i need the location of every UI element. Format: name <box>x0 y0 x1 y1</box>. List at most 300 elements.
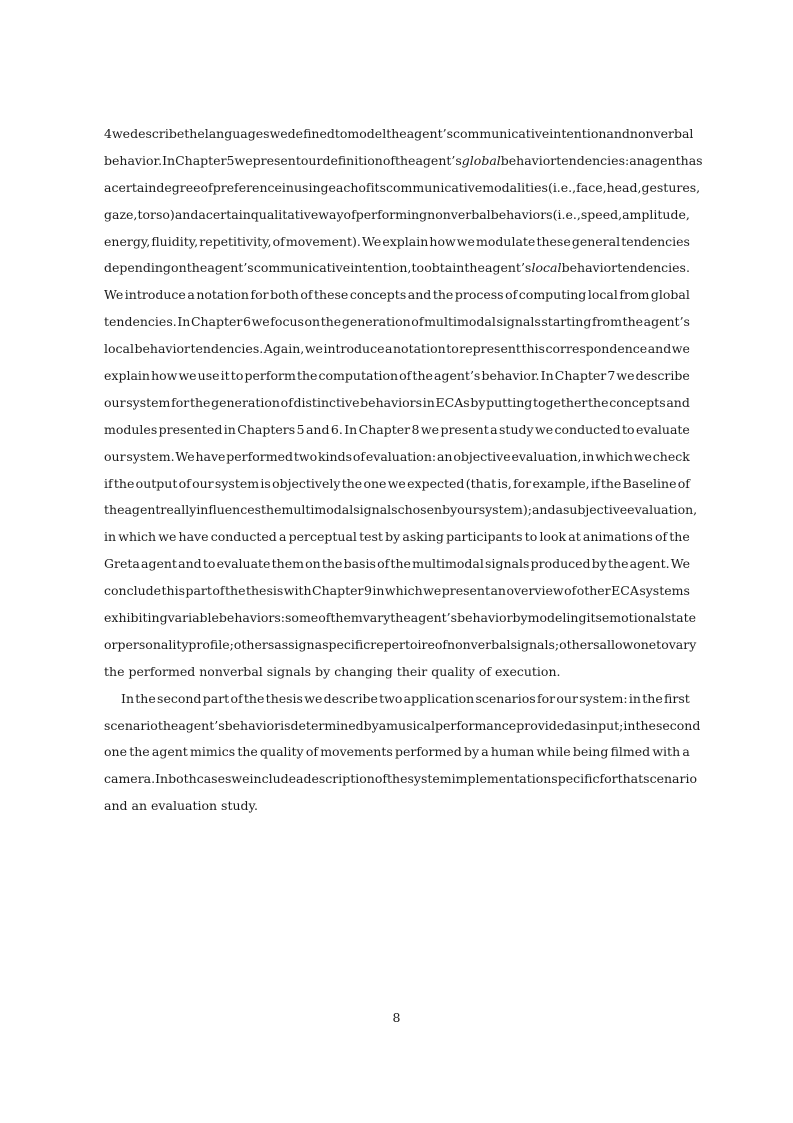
word: a <box>278 529 287 545</box>
word: in <box>281 179 294 195</box>
word: other <box>576 583 611 599</box>
word: notation <box>393 341 446 357</box>
word: a <box>104 179 112 195</box>
word: multimodal <box>412 556 484 572</box>
word: multimodal <box>424 314 496 330</box>
word: our <box>104 448 126 464</box>
text-line <box>104 336 690 363</box>
word: we <box>111 126 131 141</box>
word: we <box>231 771 250 787</box>
word: on <box>305 556 321 572</box>
word: the <box>669 529 690 545</box>
word: is <box>280 717 291 733</box>
word: animations <box>582 529 653 545</box>
word: the <box>243 690 265 706</box>
word: of <box>505 287 518 303</box>
word: certain <box>205 206 251 222</box>
word: by <box>315 663 331 679</box>
word: behaviors <box>360 394 423 410</box>
paragraph <box>104 121 703 686</box>
word: first <box>664 690 690 706</box>
word: our <box>300 152 323 168</box>
word: by <box>470 394 486 410</box>
word: is, <box>497 475 512 491</box>
word: local <box>587 287 618 303</box>
word: depending <box>104 260 171 276</box>
word: to <box>524 529 538 545</box>
word: assign <box>274 636 315 652</box>
word: of <box>399 368 412 384</box>
text-line <box>104 766 697 793</box>
word: system <box>407 771 452 787</box>
word: In <box>344 421 358 437</box>
word: an <box>436 448 453 464</box>
word: We <box>670 556 690 572</box>
word: output <box>135 475 178 491</box>
word: the <box>394 152 416 168</box>
word: we <box>616 368 635 384</box>
word: by <box>442 502 458 518</box>
word: of <box>377 556 390 572</box>
word: Again, <box>263 341 305 357</box>
word: languages <box>204 126 270 141</box>
text-line <box>104 713 701 740</box>
word: agent <box>644 152 681 168</box>
word: by <box>385 529 401 545</box>
word: a <box>385 341 393 357</box>
word: Chapter <box>312 583 364 599</box>
word: behavior <box>134 341 190 357</box>
word: certain <box>111 179 157 195</box>
word: degree <box>156 179 201 195</box>
word: others <box>559 636 600 652</box>
word: in <box>104 529 117 545</box>
word: check <box>652 448 690 464</box>
word: the <box>341 475 363 491</box>
word: we <box>456 233 475 249</box>
text-line <box>104 309 690 336</box>
word: movements <box>320 744 393 760</box>
word: specific <box>551 771 600 787</box>
word: agent’s <box>643 314 690 330</box>
word: with <box>652 744 681 760</box>
word: vary <box>362 610 391 626</box>
word: our <box>556 690 578 706</box>
word: of <box>358 179 371 195</box>
word: part <box>185 583 212 599</box>
word: concepts <box>609 394 666 410</box>
word: in <box>582 448 595 464</box>
word: scenario <box>643 771 697 787</box>
word: by <box>363 717 379 733</box>
word: for <box>171 394 190 410</box>
word: state <box>664 610 697 626</box>
text-line <box>104 659 690 686</box>
word: of <box>374 771 388 787</box>
word: on <box>304 314 321 330</box>
word: the <box>104 502 125 518</box>
word: torso) <box>137 206 175 222</box>
word: tendencies <box>621 233 690 249</box>
word: 9 <box>363 583 372 599</box>
word: (that <box>465 475 497 491</box>
word: filmed <box>610 744 651 760</box>
word: we <box>304 341 323 357</box>
word: the <box>104 663 125 679</box>
word: that <box>617 771 644 787</box>
word: kinds <box>317 448 353 464</box>
word: systems <box>639 583 690 599</box>
word: human <box>490 744 535 760</box>
word: signals; <box>510 636 560 652</box>
word: we <box>269 126 288 141</box>
word: of <box>230 690 243 706</box>
word: perceptual <box>288 529 357 545</box>
word: defined <box>287 126 335 141</box>
text-line <box>104 551 690 578</box>
word: modalities <box>482 179 548 195</box>
word: changing <box>334 663 393 679</box>
word: which <box>595 448 633 464</box>
word: in <box>223 421 236 437</box>
word: others <box>233 636 275 652</box>
word: we <box>671 341 690 357</box>
word: describe <box>130 126 185 141</box>
paragraph <box>104 686 701 820</box>
word: we <box>420 421 440 437</box>
word: provided <box>516 717 573 733</box>
word: repetitivity, <box>199 233 272 249</box>
word: behavior. <box>104 152 163 168</box>
word: for <box>250 287 269 303</box>
word: together <box>532 394 588 410</box>
word: both <box>168 771 197 787</box>
word: of <box>280 394 293 410</box>
word: in <box>623 717 636 733</box>
word: (i.e., <box>552 206 581 222</box>
word: concepts <box>349 287 407 303</box>
word: the <box>225 583 246 599</box>
word: of <box>272 233 285 249</box>
word: two <box>379 690 403 706</box>
word: and <box>104 798 128 814</box>
word: the <box>622 314 644 330</box>
word: for <box>536 690 556 706</box>
word: of <box>677 475 690 491</box>
word: one <box>633 636 657 652</box>
word: agent’s <box>406 126 454 141</box>
word: how <box>151 368 178 384</box>
word: preference <box>212 179 282 195</box>
word: in <box>628 690 641 706</box>
word: system); <box>478 502 532 518</box>
word: the <box>113 475 135 491</box>
word: of <box>382 152 395 168</box>
word: agent’s <box>415 152 462 168</box>
word: which <box>384 583 423 599</box>
word: a <box>490 421 498 437</box>
word: a <box>296 771 304 787</box>
word: specific <box>322 636 371 652</box>
word: computing <box>518 287 587 303</box>
word: obtain <box>424 260 465 276</box>
word: We <box>362 233 382 249</box>
word: signals <box>485 556 530 572</box>
word: the <box>321 556 343 572</box>
word: signals <box>353 502 398 518</box>
word: to <box>622 421 635 437</box>
word: this <box>521 341 545 357</box>
word: cases <box>196 771 232 787</box>
word: to <box>656 636 669 652</box>
word: intention <box>549 126 607 141</box>
word: introduce <box>124 287 186 303</box>
word: asking <box>402 529 444 545</box>
word: one <box>363 475 387 491</box>
word: (i.e., <box>547 179 577 195</box>
word: we <box>158 529 177 545</box>
word: of <box>343 206 356 222</box>
word: present <box>441 583 491 599</box>
word: we <box>304 690 323 706</box>
word: mimics <box>190 744 236 760</box>
word: describe <box>635 368 690 384</box>
word: of <box>654 529 668 545</box>
word: system <box>214 475 260 491</box>
word: with <box>283 583 312 599</box>
emphasis: local <box>531 260 562 276</box>
word: of <box>352 448 366 464</box>
word: to <box>334 126 348 141</box>
word: tendencies. <box>190 341 264 357</box>
word: to <box>411 260 425 276</box>
word: the <box>184 126 205 141</box>
word: the <box>386 126 407 141</box>
word: of <box>434 636 448 652</box>
word: while <box>536 744 571 760</box>
word: both <box>270 287 299 303</box>
word: from <box>591 314 622 330</box>
word: objective <box>453 448 511 464</box>
word: signals <box>266 663 312 679</box>
word: from <box>619 287 650 303</box>
word: participants <box>446 529 523 545</box>
word: of <box>411 314 424 330</box>
word: each <box>328 179 359 195</box>
page-number: 8 <box>392 1010 401 1025</box>
word: modules <box>104 421 158 437</box>
word: emotional <box>601 610 665 626</box>
word: of <box>212 583 225 599</box>
word: and <box>407 287 432 303</box>
word: or <box>104 636 118 652</box>
word: second <box>655 717 701 733</box>
word: process <box>454 287 504 303</box>
word: evaluation <box>151 798 218 814</box>
word: focus <box>270 314 304 330</box>
word: correspondence <box>545 341 648 357</box>
word: evaluation: <box>365 448 437 464</box>
word: an <box>131 798 148 814</box>
word: agent’s <box>178 717 225 733</box>
word: fluidity, <box>151 233 199 249</box>
word: the <box>157 717 179 733</box>
word: explain <box>382 233 429 249</box>
word: one <box>104 744 127 760</box>
word: the <box>237 744 258 760</box>
word: in <box>372 583 385 599</box>
word: its <box>370 179 386 195</box>
word: we <box>633 448 652 464</box>
word: performed <box>226 448 294 464</box>
word: thesis <box>265 690 303 706</box>
word: expected <box>407 475 465 491</box>
word: for <box>513 475 532 491</box>
word: generation <box>341 314 411 330</box>
word: starting <box>541 314 592 330</box>
text-line <box>104 578 690 605</box>
word: face, <box>576 179 607 195</box>
word: a <box>198 206 206 222</box>
word: the <box>642 690 663 706</box>
word: two <box>293 448 318 464</box>
word: vary <box>668 636 697 652</box>
word: scenario <box>104 717 158 733</box>
word: second <box>157 690 202 706</box>
text-line <box>104 497 698 524</box>
word: behaviors: <box>218 610 286 626</box>
word: nonverbal <box>427 206 491 222</box>
word: application <box>403 690 475 706</box>
word <box>462 148 501 175</box>
word: nonverbal <box>629 126 694 141</box>
word: and <box>305 421 330 437</box>
word: a <box>481 744 489 760</box>
word: distinctive <box>293 394 360 410</box>
word: notation <box>196 287 249 303</box>
word: the <box>261 502 282 518</box>
word: intention, <box>350 260 412 276</box>
word: by <box>591 556 607 572</box>
word: the <box>390 556 411 572</box>
text-line <box>104 632 697 659</box>
word: computation <box>318 368 399 384</box>
word: exhibiting <box>104 610 168 626</box>
word: conducted <box>554 421 621 437</box>
word: overview <box>506 583 564 599</box>
word: the <box>464 260 485 276</box>
word: a <box>555 502 563 518</box>
word: In <box>177 314 191 330</box>
word: quality <box>260 744 304 760</box>
word: repertoire <box>370 636 435 652</box>
word: of <box>300 287 313 303</box>
word: performed <box>394 744 462 760</box>
word: camera. <box>104 771 156 787</box>
word: chosen <box>397 502 443 518</box>
word: ECA <box>611 583 639 599</box>
word: our <box>457 502 479 518</box>
word: behavior <box>561 260 618 276</box>
word: the <box>129 744 150 760</box>
word: study. <box>221 798 258 814</box>
word: 5 <box>296 421 305 437</box>
word: as <box>572 717 587 733</box>
text-line <box>104 739 690 766</box>
word: generation <box>211 394 280 410</box>
word: a <box>378 717 387 733</box>
word: behavior <box>224 717 281 733</box>
word: this <box>161 583 185 599</box>
text-line <box>104 793 690 820</box>
word: qualitative <box>250 206 319 222</box>
word: and <box>174 206 199 222</box>
word: the <box>412 368 433 384</box>
word: agent <box>124 502 161 518</box>
word: movement). <box>285 233 361 249</box>
word: of <box>478 663 491 679</box>
word: musical <box>386 717 435 733</box>
word: we <box>234 152 253 168</box>
word: modulate <box>476 233 536 249</box>
word: of <box>178 475 191 491</box>
word: the <box>588 394 609 410</box>
text-line <box>104 229 690 256</box>
word: by <box>463 744 480 760</box>
word: agent’s <box>410 610 458 626</box>
word: 7 <box>607 368 616 384</box>
word: to <box>202 556 216 572</box>
word: a <box>314 636 323 652</box>
word: 4 <box>104 126 112 141</box>
word: the <box>189 394 211 410</box>
word: test <box>359 529 383 545</box>
word: and <box>647 341 672 357</box>
text-line <box>104 471 690 498</box>
word: behavior <box>500 152 557 168</box>
word: and <box>178 556 202 572</box>
word: Chapter <box>358 421 411 437</box>
word: the <box>635 717 656 733</box>
word: if <box>104 475 113 491</box>
word: have <box>195 448 226 464</box>
word: ECAs <box>435 394 470 410</box>
word: definition <box>322 152 383 168</box>
word: execution. <box>495 663 561 679</box>
word: 5 <box>226 152 235 168</box>
word: we <box>251 314 270 330</box>
word: of <box>564 583 577 599</box>
word: is <box>260 475 271 491</box>
word: thesis <box>245 583 284 599</box>
text-line <box>104 444 690 471</box>
word: general <box>571 233 621 249</box>
word: describe <box>323 690 378 706</box>
emphasis: global <box>461 152 501 168</box>
word: by <box>512 610 528 626</box>
word: In <box>121 690 134 706</box>
word: a <box>682 744 690 760</box>
word: tendencies: <box>556 152 630 168</box>
text-line <box>104 175 701 202</box>
word: agent’s <box>434 368 481 384</box>
word: nonverbal <box>447 636 511 652</box>
word: present <box>252 152 301 168</box>
word: the <box>608 556 629 572</box>
word: the <box>320 314 342 330</box>
word: we <box>535 421 554 437</box>
word: evaluation, <box>627 502 698 518</box>
